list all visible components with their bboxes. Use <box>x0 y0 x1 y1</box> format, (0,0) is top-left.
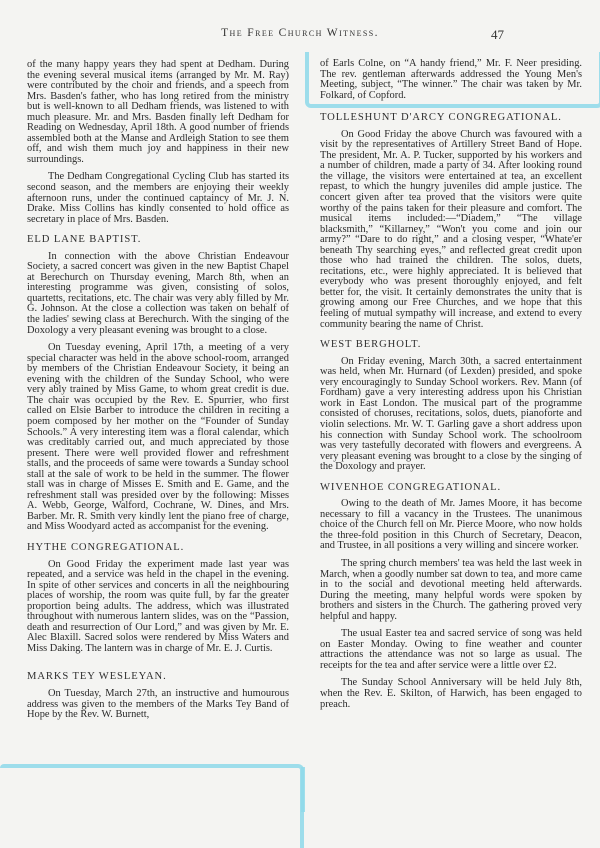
section-heading-eld-lane: ELD LANE BAPTIST. <box>27 234 142 246</box>
wivenhoe-paragraph: The spring church members' tea was held the last week in March, when a goodly number sat down to tea, and more came in to the social and devotional meeting held afterwards. During the meeting, many helpful words were spoken by brothers and sisters in the Church. The gathering proved very helpful and happy. <box>320 557 582 622</box>
marks-tey-paragraph: On Tuesday, March 27th, an instructive and humourous address was given to the members of the Marks Tey Band of Hope by the Rev. W. Burnett, <box>27 687 289 721</box>
page-number: 47 <box>491 27 504 42</box>
wivenhoe-paragraph: The usual Easter tea and sacred service of song was held on Easter Monday. Owing to fine weather and counter attractions the attendance was not so large as usual. The receipts for the tea and after service were a little over £2. <box>320 628 582 671</box>
section-heading-wivenhoe: WIVENHOE CONGREGATIONAL. <box>320 481 502 493</box>
section-heading-marks-tey: MARKS TEY WESLEYAN. <box>27 671 167 683</box>
eld-lane-paragraph: In connection with the above Christian Endeavour Society, a sacred concert was given in the new Baptist Chapel at Berechurch on Thursday evening, March 8th, when an interesting programme was given, consisting of solos, quartetts, recitations, etc. The chair was very ably filled by Mr. G. Johnson. At the close a collection was taken on behalf of the ladies' sewing class at Berechurch. With the singing of the Doxology a very pleasant evening was brought to a close. <box>27 250 289 336</box>
dedham-paragraph-continued: of the many happy years they had spent at Dedham. During the evening several musical items (arranged by Mr. M. Ray) were contributed by the choir and friends, and a speech from Mrs. Basden's father, who has long retired from the ministry but is well-known to all Dedham friends, was listened to with much pleasure. Mr. and Mrs. Basden finally left Dedham for Reading on Wednesday, April 18th. A good number of friends assembled both at the Manse and Ardleigh Station to see them off, and wish them much joy and happiness in their new surroundings. <box>27 59 289 165</box>
running-title: The Free Church Witness. <box>221 27 379 39</box>
west-bergholt-paragraph: On Friday evening, March 30th, a sacred entertainment was held, when Mr. Hurnard (of Lexden) presided, and spoke very encouragingly to Sunday School workers. Rev. Mann (of Fordham) gave a very interesting address upon his Christian work in East London. The musical part of the programme consisted of choruses, recitations, solos, duets, pianoforte and violin selections. Mr. W. T. Garling gave a short address upon his connection with Sunday School work. The schoolroom was very tastefully decorated with flowers and evergreens. A very pleasant evening was brought to a close by the singing of the Doxology and prayer. <box>320 355 582 473</box>
eld-lane-paragraph: On Tuesday evening, April 17th, a meeting of a very special character was held in the above school-room, arranged by members of the Christian Endeavour Society, it being an evening with the children of the Sunday School, who were very ably trained by Miss Game, to whom great credit is due. The chair was occupied by the Rev. E. Spurrier, who first called on Elsie Barber to introduce the children in reciting a poem composed by her mother on the “Founder of Sunday Schools.” A very interesting item was a floral calendar, which was creditably carried out, and much appreciated by those present. There were well provided flower and refreshment stalls, and the proceeds of same were towards a Sunday school stall at the sale of work to be held in the summer. The flower stall was in charge of Misses E. Smith and E. Game, and the refreshment stall was presided over by the following: Misses A. Webb, George, Walford, Cochrane, W. Dines, and Mrs. Barber. Mr. R. Smith very kindly lent the piano free of charge, and Miss Woodyard acted as accompanist for the evening. <box>27 342 289 533</box>
wivenhoe-paragraph: The Sunday School Anniversary will be held July 8th, when the Rev. E. Skilton, of Harwich, has been engaged to preach. <box>320 677 582 710</box>
marks-tey-paragraph-continued: of Earls Colne, on “A handy friend,” Mr. F. Neer presiding. The rev. gentleman afterwards addressed the Young Men's Meeting, subject, “The winner.” The chair was taken by Mr. Folkard, of Copford. <box>320 58 582 101</box>
highlighter-line-right <box>301 767 305 812</box>
highlighter-bracket-bottom-left <box>0 764 304 848</box>
right-column <box>320 59 582 717</box>
section-heading-hythe: HYTHE CONGREGATIONAL. <box>27 541 185 553</box>
section-heading-west-bergholt: WEST BERGHOLT. <box>320 339 422 351</box>
hythe-paragraph: On Good Friday the experiment made last year was repeated, and a service was held in the chapel in the evening. In spite of other services and concerts in all the neighbouring places of worship, the room was quite full, by far the greater proportion being adults. The address, which was illustrated throughout with numerous lantern slides, was on the “Passion, death and resurrection of Our Lord,” and was given by Mr. E. Alec Blaxill. Sacred solos were rendered by Miss Waters and Miss Daking. The lantern was in charge of Mr. E. J. Curtis. <box>27 558 289 654</box>
dedham-cycling-club-paragraph: The Dedham Congregational Cycling Club has started its second season, and the members are enjoying their weekly afternoon runs, under the continued captaincy of Mr. J. N. Drake. Miss Collins has kindly consented to hold office as secretary in place of Mrs. Basden. <box>27 171 289 225</box>
tolleshunt-paragraph: On Good Friday the above Church was favoured with a visit by the representatives of Artillery Street Band of Hope. The president, Mr. A. P. Tucker, supported by his workers and a number of children, made a party of 34. After looking round the village, the visitors were entertained at tea, an excellent repast, to which the hungry juveniles did ample justice. The concert given after tea proved that the visitors were quite worthy of the pains taken for their pleasure and comfort. The musical items included:—“Diadem,” “The village blacksmith,” “Killarney,” “Won't you come and join our army?” “Dare to do right,” and a closing vesper, “Whate'er beneath Thy searching eyes,” and reflected great credit upon those who had trained the children. The solos, duets, recitations, etc., were highly appreciated. It is believed that everybody who was present thoroughly enjoyed, and felt better for, the visit. It certainly demonstrates the unity that is growing among our Free Churches, and we hope that this feeling of mutual sympathy will increase, and extend to every community bearing the name of Christ. <box>320 128 582 330</box>
wivenhoe-paragraph: Owing to the death of Mr. James Moore, it has become necessary to fill a vacancy in the Trustees. The unanimous choice of the Church fell on Mr. Pierce Moore, who now holds the three-fold position in this Church of Secretary, Deacon, and Trustee, in all positions a very willing and sincere worker. <box>320 498 582 552</box>
left-column <box>27 60 289 728</box>
section-heading-tolleshunt: TOLLESHUNT D'ARCY CONGREGATIONAL. <box>320 112 562 124</box>
